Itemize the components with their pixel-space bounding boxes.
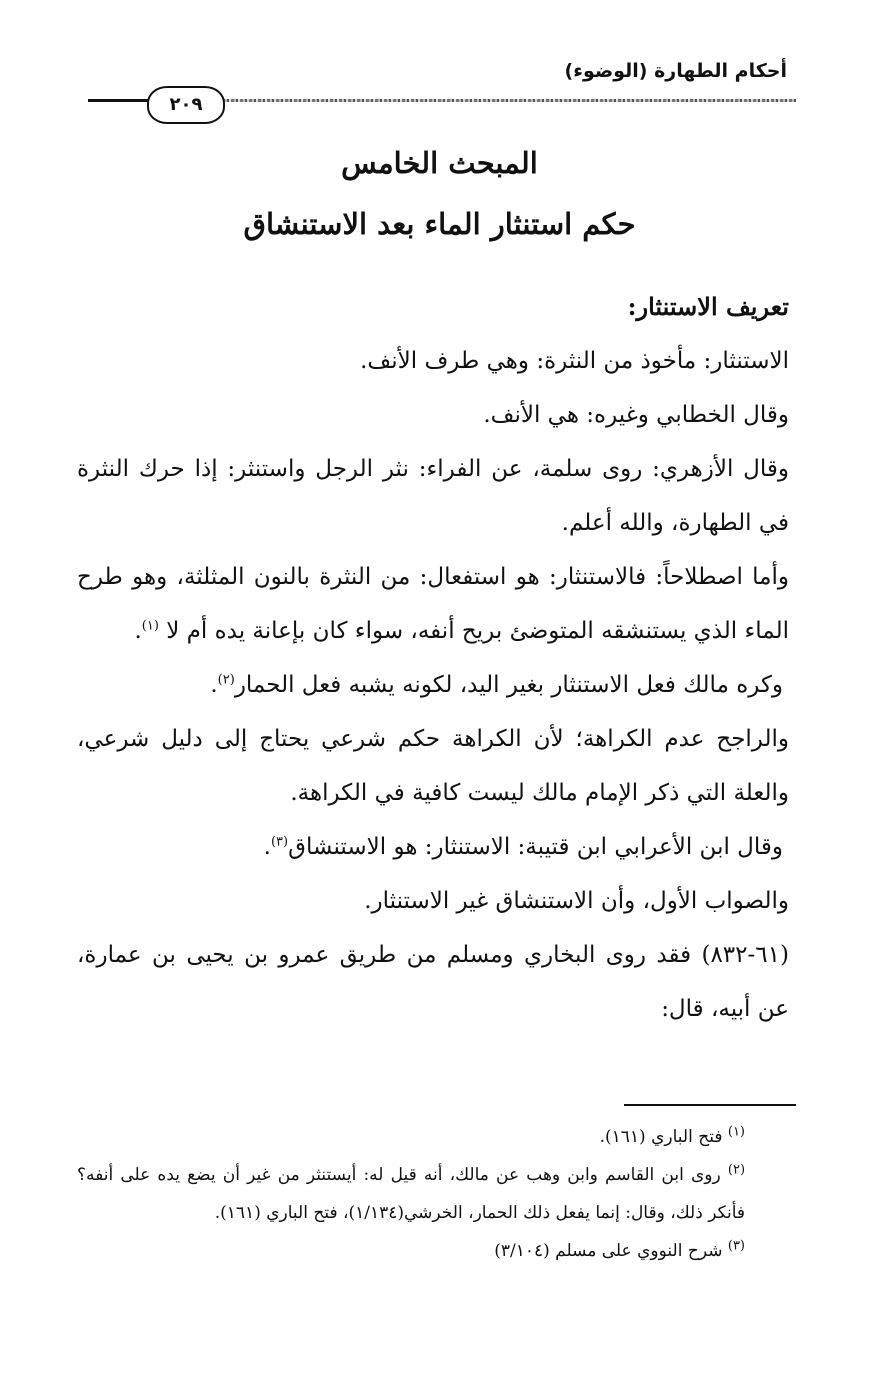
footnote-3-text: شرح النووي على مسلم (٣/١٠٤) <box>494 1241 723 1261</box>
paragraph-6: والراجح عدم الكراهة؛ لأن الكراهة حكم شرعي يحتاج إلى دليل شرعي، والعلة التي ذكر الإمام مالك ليست كافية في الكراهة. <box>77 726 789 806</box>
paragraph-5: وكره مالك فعل الاستنثار بغير اليد، لكونه يشبه فعل الحمار$^{(٢)}$. <box>210 672 783 698</box>
paragraph-3: وقال الأزهري: روى سلمة، عن الفراء: نثر الرجل واستنثر: إذا حرك النثرة في الطهارة، والله أعلم. <box>77 456 789 536</box>
footnotes <box>77 1118 789 1270</box>
paragraph-1: الاستنثار: مأخوذ من النثرة: وهي طرف الأنف. <box>360 348 789 374</box>
paragraph-4-text: وأما اصطلاحاً: فالاستنثار: هو استفعال: من النثرة بالنون المثلثة، وهو طرح الماء الذي يستنشقه المتوضئ بريح أنفه، سواء كان بإعانة يده أم لا <box>77 564 789 644</box>
footnote-1 <box>77 1118 789 1156</box>
footnote-ref-1: (١) <box>141 618 159 634</box>
paragraph-7: وقال ابن الأعرابي ابن قتيبة: الاستنثار: هو الاستنشاق$^{(٣)}$. <box>263 834 783 860</box>
header-rule-right <box>222 99 796 102</box>
paragraph-9: (٦١-٨٣٢) فقد روى البخاري ومسلم من طريق عمرو بن يحيى بن عمارة، عن أبيه، قال: <box>77 942 789 1022</box>
footnote-separator <box>624 1104 796 1106</box>
footnote-ref-3: (٣) <box>270 834 289 850</box>
definition-heading: تعريف الاستنثار: <box>627 292 789 321</box>
header-rule-left <box>88 99 148 102</box>
footnote-3-number: (٣) <box>727 1238 745 1254</box>
paragraph-2: وقال الخطابي وغيره: هي الأنف. <box>483 402 789 428</box>
running-title: أحكام الطهارة (الوضوء) <box>564 60 787 82</box>
section-title: المبحث الخامس <box>341 146 538 180</box>
paragraph-4: وأما اصطلاحاً: فالاستنثار: هو استفعال: من النثرة بالنون المثلثة، وهو طرح الماء الذي يستنشقه المتوضئ بريح أنفه، سواء كان بإعانة يده أم لا $^{(١)}$. <box>77 564 789 644</box>
footnote-2 <box>77 1156 789 1232</box>
footnote-1-number: (١) <box>727 1124 745 1140</box>
footnote-3 <box>77 1232 789 1270</box>
body-text <box>77 280 789 1036</box>
footnote-ref-2: (٢) <box>217 672 235 688</box>
footnote-2-text: روى ابن القاسم وابن وهب عن مالك، أنه قيل له: أيستنثر من غير أن يضع يده على أنفه؟ فأنكر ذلك، وقال: إنما يفعل ذلك الحمار، الخرشي(١/١٣٤)، فتح الباري (١٦١). <box>77 1165 745 1223</box>
footnote-1-text: فتح الباري (١٦١). <box>599 1127 723 1147</box>
paragraph-7-text: وقال ابن الأعرابي ابن قتيبة: الاستنثار: هو الاستنشاق <box>288 834 783 860</box>
paragraph-8: والصواب الأول، وأن الاستنشاق غير الاستنثار. <box>364 888 789 914</box>
paragraph-5-text: وكره مالك فعل الاستنثار بغير اليد، لكونه يشبه فعل الحمار <box>234 672 783 698</box>
footnote-2-number: (٢) <box>727 1162 746 1178</box>
page-number: ٢٠٩ <box>147 86 225 124</box>
chapter-title: حكم استنثار الماء بعد الاستنشاق <box>243 207 636 241</box>
